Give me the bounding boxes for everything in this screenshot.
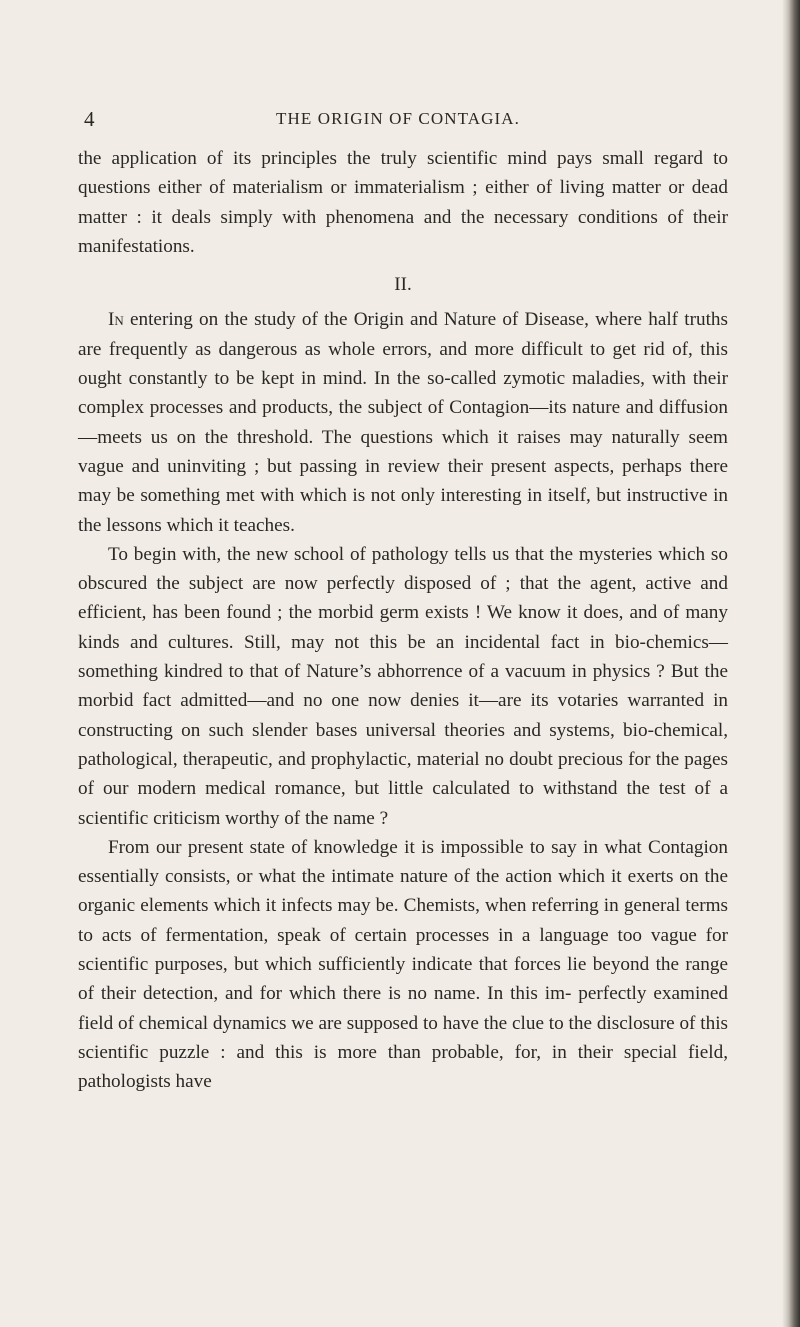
paragraph-3: From our present state of knowledge it is impossible to say in what Contagion essentially consists, or what the intimate nature of the action which it exerts on the organic elements which it infects may be. Chemists, when referring in general terms to acts of fermentation, speak of certain processes in a language too vague for scientific purposes, but which sufficiently indicate that forces lie beyond the range of their detection, and for which there is no name. In this im- perfectly examined field of chemical dynamics we are supposed to have the clue to the disclosure of this scientific puzzle : and this is more than probable, for, in their special field, pathologists have — [78, 836, 728, 1093]
paragraph-1 — [78, 305, 728, 539]
body-text — [78, 144, 728, 1097]
paragraph-intro: the application of its principles the truly scientific mind pays small regard to questions either of materialism or immaterialism ; either of living matter or dead matter : it deals simply with phenomena and the necessary conditions of their manifestations. — [78, 148, 728, 257]
paragraph-1-text: entering on the study of the Origin and Nature of Disease, where half truths are frequently as dangerous as whole errors, and more difficult to get rid of, this ought constantly to be kept in mind. In the so-called zymotic maladies, with their complex processes and products, the subject of Contagion—its nature and diffusion—meets us on the threshold. The questions which it raises may naturally seem vague and uninviting ; but passing in review their present aspects, perhaps there may be something met with which is not only interesting in itself, but instructive in the lessons which it teaches. — [78, 309, 728, 536]
page-spine-shadow — [782, 0, 800, 1327]
running-title: THE ORIGIN OF CONTAGIA. — [276, 109, 520, 128]
paragraph-2: To begin with, the new school of pathology tells us that the mysteries which so obscured the subject are now perfectly disposed of ; that the agent, active and efficient, has been found ; the morbid germ exists ! We know it does, and of many kinds and cultures. Still, may not this be an incidental fact in bio-chemics—something kindred to that of Nature’s abhorrence of a vacuum in physics ? But the morbid fact admitted—and no one now denies it—are its votaries warranted in constructing on such slender bases universal theories and systems, bio-chemical, pathological, therapeutic, and prophylactic, material no doubt precious for the pages of our modern medical romance, but little calculated to withstand the test of a scientific criticism worthy of the name ? — [78, 543, 728, 829]
running-head — [78, 103, 718, 133]
section-number: II. — [394, 274, 412, 296]
page-number: 4 — [84, 107, 95, 131]
paragraph-1-leadin: In — [108, 309, 124, 331]
